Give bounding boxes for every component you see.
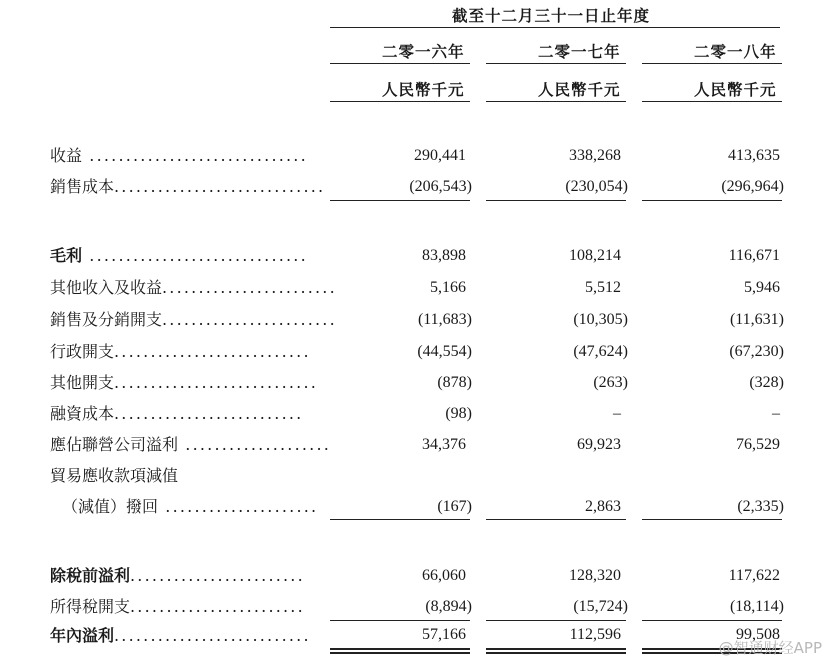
- value-admin-expenses-2016: (44,554): [417, 343, 472, 360]
- value-finance-costs-2017: –: [613, 405, 621, 422]
- subtotal-rule-2016: [330, 200, 470, 201]
- value-gross-profit-2017: 108,214: [569, 247, 621, 264]
- value-revenue-2016: 290,441: [414, 147, 466, 164]
- value-other-income-2018: 5,946: [744, 279, 780, 296]
- value-selling-expenses-2016: (11,683): [417, 311, 472, 328]
- value-other-income-2016: 5,166: [430, 279, 466, 296]
- year-rule-2018: [642, 63, 782, 64]
- total-double-rule-bottom-2016: [330, 652, 470, 654]
- value-finance-costs-2018: –: [772, 405, 780, 422]
- unit-2017-header: 人民幣千元: [538, 81, 621, 99]
- unit-rule-2017: [486, 101, 626, 102]
- unit-rule-2016: [330, 101, 470, 102]
- row-label-revenue: 收益 ..............................: [50, 146, 308, 165]
- watermark: @智通财经APP: [718, 639, 822, 657]
- value-revenue-2017: 338,268: [569, 147, 621, 164]
- value-other-expenses-2016: (878): [437, 374, 472, 391]
- row-label-profit-before-tax: 除稅前溢利........................: [50, 566, 305, 585]
- value-gross-profit-2018: 116,671: [728, 247, 780, 264]
- year-2017-header: 二零一七年: [538, 43, 621, 61]
- profit-rule-2018: [642, 620, 782, 621]
- year-2018-header: 二零一八年: [694, 43, 777, 61]
- row-label-other-expenses: 其他開支............................: [50, 373, 319, 392]
- value-income-tax-2016: (8,894): [425, 598, 472, 615]
- year-2016-header: 二零一六年: [382, 43, 465, 61]
- row-label-impairment-reversal: （減值）撥回 .....................: [62, 497, 319, 516]
- profit-rule-2017: [486, 620, 626, 621]
- pbt-rule-2016: [330, 519, 470, 520]
- value-admin-expenses-2017: (47,624): [573, 343, 628, 360]
- row-label-profit-for-year: 年內溢利...........................: [50, 626, 311, 645]
- row-label-finance-costs: 融資成本..........................: [50, 404, 304, 423]
- value-cost-of-sales-2018: (296,964): [721, 178, 784, 195]
- value-impairment-reversal-2018: (2,335): [737, 498, 784, 515]
- value-selling-expenses-2018: (11,631): [729, 311, 784, 328]
- value-other-expenses-2018: (328): [749, 374, 784, 391]
- row-label-other-income: 其他收入及收益........................: [50, 278, 337, 297]
- unit-rule-2018: [642, 101, 782, 102]
- value-share-of-associates-2018: 76,529: [736, 436, 780, 453]
- year-rule-2016: [330, 63, 470, 64]
- value-gross-profit-2016: 83,898: [422, 247, 466, 264]
- value-profit-before-tax-2018: 117,622: [728, 567, 780, 584]
- value-profit-for-year-2016: 57,166: [422, 626, 466, 643]
- row-label-impairment: 貿易應收款項減值: [50, 466, 179, 485]
- value-share-of-associates-2016: 34,376: [422, 436, 466, 453]
- value-impairment-reversal-2017: 2,863: [585, 498, 621, 515]
- row-label-share-of-associates: 應佔聯營公司溢利 ....................: [50, 435, 332, 454]
- total-double-rule-bottom-2017: [486, 652, 626, 654]
- value-revenue-2018: 413,635: [728, 147, 780, 164]
- total-double-rule-top-2016: [330, 648, 470, 650]
- row-label-cost-of-sales: 銷售成本.............................: [50, 177, 326, 196]
- total-double-rule-top-2017: [486, 648, 626, 650]
- row-label-admin-expenses: 行政開支...........................: [50, 342, 311, 361]
- row-label-selling-expenses: 銷售及分銷開支........................: [50, 310, 337, 329]
- value-share-of-associates-2017: 69,923: [577, 436, 621, 453]
- row-label-gross-profit: 毛利 ..............................: [50, 246, 308, 265]
- value-other-income-2017: 5,512: [585, 279, 621, 296]
- pbt-rule-2017: [486, 519, 626, 520]
- value-income-tax-2017: (15,724): [573, 598, 628, 615]
- subtotal-rule-2017: [486, 200, 626, 201]
- pbt-rule-2018: [642, 519, 782, 520]
- value-selling-expenses-2017: (10,305): [573, 311, 628, 328]
- value-other-expenses-2017: (263): [593, 374, 628, 391]
- value-profit-for-year-2018: 99,508: [736, 626, 780, 643]
- year-rule-2017: [486, 63, 626, 64]
- value-profit-for-year-2017: 112,596: [569, 626, 621, 643]
- value-profit-before-tax-2016: 66,060: [422, 567, 466, 584]
- profit-rule-2016: [330, 620, 470, 621]
- value-profit-before-tax-2017: 128,320: [569, 567, 621, 584]
- period-title-rule: [330, 27, 780, 28]
- unit-2018-header: 人民幣千元: [694, 81, 777, 99]
- value-impairment-reversal-2016: (167): [437, 498, 472, 515]
- row-label-income-tax: 所得稅開支........................: [50, 597, 305, 616]
- value-admin-expenses-2018: (67,230): [729, 343, 784, 360]
- value-finance-costs-2016: (98): [445, 405, 472, 422]
- subtotal-rule-2018: [642, 200, 782, 201]
- value-income-tax-2018: (18,114): [729, 598, 784, 615]
- period-title: 截至十二月三十一日止年度: [452, 7, 651, 25]
- value-cost-of-sales-2017: (230,054): [565, 178, 628, 195]
- unit-2016-header: 人民幣千元: [382, 81, 465, 99]
- value-cost-of-sales-2016: (206,543): [409, 178, 472, 195]
